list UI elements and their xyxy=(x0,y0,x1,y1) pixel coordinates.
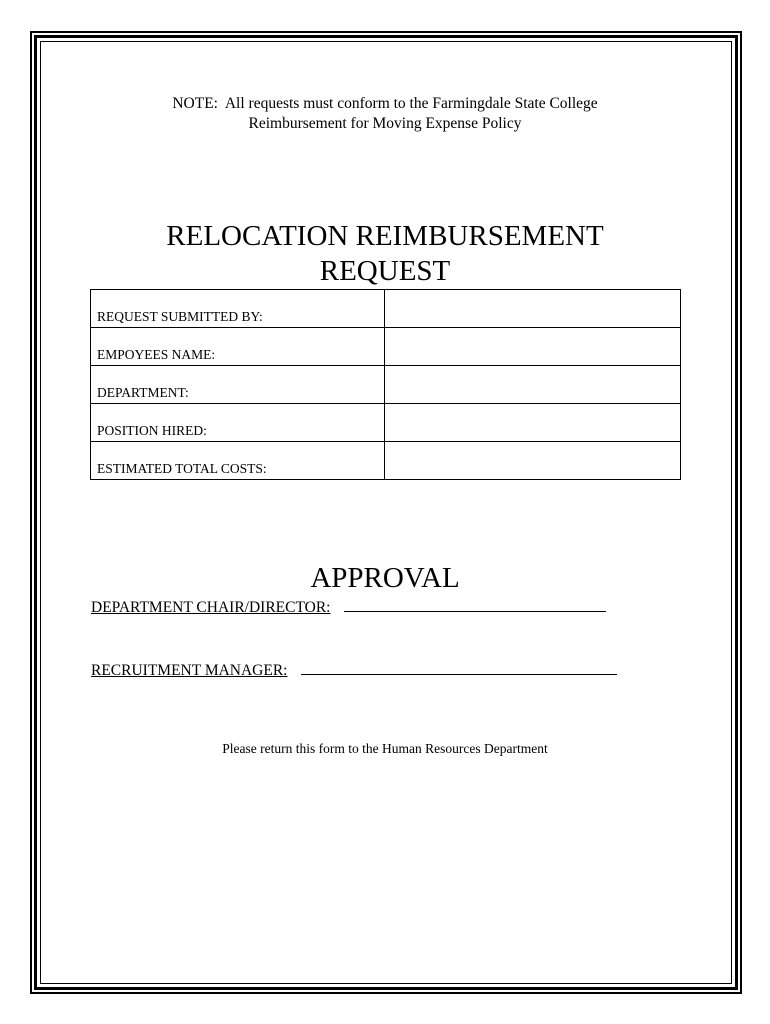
recruitment-manager-signature-line[interactable] xyxy=(301,662,617,675)
recruitment-manager-label: RECRUITMENT MANAGER: xyxy=(91,662,288,679)
table-row xyxy=(91,366,681,404)
position-hired-field[interactable] xyxy=(385,404,681,442)
department-field[interactable] xyxy=(385,366,681,404)
department-chair-signature-row xyxy=(91,598,606,618)
return-instructions: Please return this form to the Human Resources Department xyxy=(222,741,548,756)
employees-name-label: EMPOYEES NAME: xyxy=(91,328,385,366)
department-label: DEPARTMENT: xyxy=(91,366,385,404)
form-title xyxy=(0,219,770,289)
department-chair-label: DEPARTMENT CHAIR/DIRECTOR: xyxy=(91,599,331,616)
policy-note-line-1: NOTE: All requests must conform to the Farmingdale State College xyxy=(172,95,598,112)
request-table xyxy=(90,289,681,480)
position-hired-label: POSITION HIRED: xyxy=(91,404,385,442)
request-submitted-by-field[interactable] xyxy=(385,290,681,328)
table-row xyxy=(91,290,681,328)
policy-note-line-2: Reimbursement for Moving Expense Policy xyxy=(248,115,522,132)
table-row xyxy=(91,404,681,442)
approval-heading: APPROVAL xyxy=(310,562,460,594)
table-row xyxy=(91,442,681,480)
page-border-inner xyxy=(40,41,732,984)
form-title-line-1: RELOCATION REIMBURSEMENT xyxy=(166,220,604,252)
department-chair-signature-line[interactable] xyxy=(344,599,606,612)
recruitment-manager-signature-row xyxy=(91,661,617,681)
estimated-total-costs-label: ESTIMATED TOTAL COSTS: xyxy=(91,442,385,480)
form-title-line-2: REQUEST xyxy=(319,255,451,287)
employees-name-field[interactable] xyxy=(385,328,681,366)
request-submitted-by-label: REQUEST SUBMITTED BY: xyxy=(91,290,385,328)
policy-note xyxy=(0,94,770,134)
table-row xyxy=(91,328,681,366)
estimated-total-costs-field[interactable] xyxy=(385,442,681,480)
